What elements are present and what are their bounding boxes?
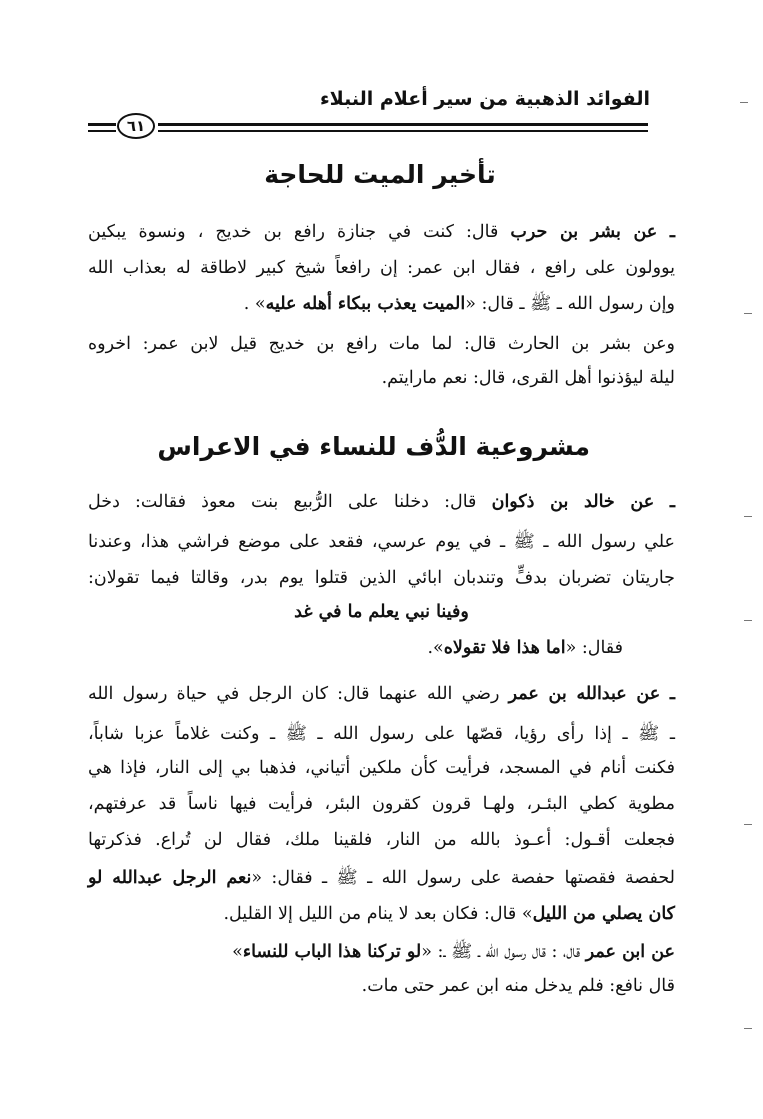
hadith-quote: الميت يعذب ببكاء أهله عليه <box>265 294 466 314</box>
text-line: علي رسول الله ـ ﷺ ـ في يوم عرسي، فقعد على موضع فراشي هذا، وعندنا <box>88 532 675 552</box>
text-line: ـ عن عبدالله بن عمر رضي الله عنهما قال: كان الرجل في حياة رسول الله <box>88 684 675 704</box>
text-line: عن ابن عمر قال، : قال رسول الله ـ ﷺ ـ: «لو تركنا هذا الباب للنساء» <box>232 942 675 962</box>
text-line: ـ عن بشر بن حرب قال: كنت في جنازة رافع بن خديج ، ونسوة يبكين <box>88 222 675 242</box>
narrator-name: ـ عن خالد بن ذكوان <box>491 492 675 512</box>
page-number: ٦١ <box>117 113 155 139</box>
text-line: قال نافع: فلم يدخل منه ابن عمر حتى مات. <box>361 976 675 996</box>
text-line: ـ ﷺ ـ إذا رأى رؤيا، قصّها على رسول الله ـ ﷺ ـ وكنت غلاماً عزبا شاباً، <box>88 724 675 744</box>
verse-line: وفينا نبي يعلم ما في غد <box>294 602 469 622</box>
text-line: وإن رسول الله ـ ﷺ ـ قال: «الميت يعذب ببكاء أهله عليه» . <box>243 294 675 314</box>
hadith-quote: لو تركنا هذا الباب للنساء <box>242 942 422 962</box>
margin-mark <box>744 516 752 517</box>
hadith-quote: كان يصلي من الليل <box>532 904 675 924</box>
hadith-quote: نعم الرجل عبدالله لو <box>88 868 252 888</box>
text-line: يوولون على رافع ، فقال ابن عمر: إن رافعاً شيخ كبير لاطاقة له بعذاب الله <box>88 258 675 278</box>
hadith-quote: اما هذا فلا تقولاه <box>443 638 566 658</box>
header-rule-left-thin <box>88 130 116 132</box>
text-line: لحفصة فقصتها حفصة على رسول الله ـ ﷺ ـ فقال: «نعم الرجل عبدالله لو <box>88 868 675 888</box>
margin-mark <box>744 313 752 314</box>
margin-mark <box>740 102 748 103</box>
text-line: فقال: «اما هذا فلا تقولاه». <box>427 638 623 658</box>
narrator-name: عن ابن عمر <box>585 942 675 962</box>
header-rule-left <box>88 123 116 126</box>
section-title-daff-at-weddings: مشروعية الدُّف للنساء في الاعراس <box>157 432 590 461</box>
margin-mark <box>744 824 752 825</box>
header-rule-right <box>158 123 648 126</box>
margin-mark <box>744 620 752 621</box>
section-title-delayed-burial: تأخير الميت للحاجة <box>264 160 496 189</box>
narrator-name: ـ عن عبدالله بن عمر <box>508 684 675 704</box>
header-rule-right-thin <box>158 130 648 132</box>
text-line: فجعلت أقـول: أعـوذ بالله من النار، فلقينا ملك، فقال لن تُراع. فذكرتها <box>88 830 675 850</box>
text-line: ليلة ليؤذنوا أهل القرى، قال: نعم مارايتم. <box>381 368 675 388</box>
margin-mark <box>744 1028 752 1029</box>
text-line: وعن بشر بن الحارث قال: لما مات رافع بن خديج قيل لابن عمر: اخروه <box>88 334 675 354</box>
narrator-name: ـ عن بشر بن حرب <box>510 222 675 242</box>
text-line: كان يصلي من الليل» قال: فكان بعد لا ينام من الليل إلا القليل. <box>223 904 675 924</box>
text-line: ـ عن خالد بن ذكوان قال: دخلنا على الرُّبيع بنت معوذ فقالت: دخل <box>88 492 675 512</box>
running-header-title: الفوائد الذهبية من سير أعلام النبلاء <box>319 88 650 110</box>
text-line: جاريتان تضربان بدفٍّ وتندبان ابائي الذين قتلوا يوم بدر، وقالتا فيما تقولان: <box>88 568 675 588</box>
text-line: مطوية كطي البئـر، ولهـا قرون كقرون البئر، فرأيت فيها ناساً قد عرفتهم، <box>88 794 675 814</box>
text-line: فكنت أنام في المسجد، فرأيت كأن ملكين أتياني، فذهبا بي إلى النار، فإذا هي <box>88 758 675 778</box>
